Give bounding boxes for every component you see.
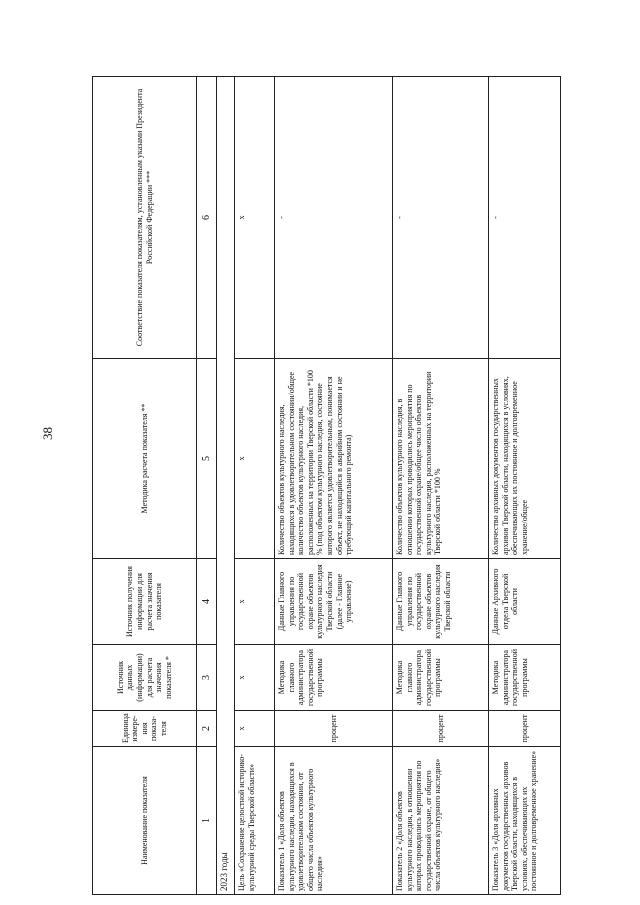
header-cell-name: Наименование показателя xyxy=(93,747,197,895)
indicator-source: Методика администратора государственной программы xyxy=(489,645,561,711)
goal-unit: х xyxy=(235,711,275,747)
header-cell-unit: Единица измере-ния показа-теля xyxy=(93,711,197,747)
goal-name: Цель «Сохранение целостной историко-культурной среды Тверской области» xyxy=(235,747,275,895)
indicator-unit: процент xyxy=(393,711,489,747)
goal-method: х xyxy=(235,359,275,559)
rotated-table-wrapper xyxy=(92,77,560,895)
indicator-method: Количество архивных документов государственных архивов Тверской области, находящихся в условиях, обеспечивающих их постоянное и долговременное хранение/общее xyxy=(489,359,561,559)
column-number: 4 xyxy=(197,559,217,645)
indicator-decree: - xyxy=(393,77,489,359)
column-number: 6 xyxy=(197,77,217,359)
indicator-decree: - xyxy=(275,77,393,359)
goal-origin: х xyxy=(235,559,275,645)
indicator-decree: - xyxy=(489,77,561,359)
column-number: 5 xyxy=(197,359,217,559)
indicator-method: Количество объектов культурного наследия, находящихся в удовлетворительном состоянии/общее количество объектов культурного наследия, расположенных на территории Тверской области *100 % (под объектом культурного наследия, состояние которого является удовлетворительным, понимается объект, не находящийся в аварийном состоянии и не требующий капитального ремонта) xyxy=(275,359,393,559)
indicator-origin: Данные Главного управления по государственной охране объектов культурного наследия Тверской области (далее - Главное управление) xyxy=(275,559,393,645)
indicator-name: Показатель 3 «Доля архивных документов государственных архивов Тверской области, находящихся в условиях, обеспечивающих их постоянное и долговременное хранение» xyxy=(489,747,561,895)
header-cell-origin: Источник получения информации для расчета значения показателя xyxy=(93,559,197,645)
page-number: 38 xyxy=(40,427,55,440)
indicator-unit: процент xyxy=(489,711,561,747)
column-number: 2 xyxy=(197,711,217,747)
indicator-name: Показатель 2 «Доля объектов культурного наследия, в отношении которых проводились мероприятия по государственной охране, от общего числа объектов культурного наследия» xyxy=(393,747,489,895)
header-cell-source: Источник данных (информации) для расчета значения показателя * xyxy=(93,645,197,711)
column-number: 1 xyxy=(197,747,217,895)
indicator-name: Показатель 1 «Доля объектов культурного наследия, находящихся в удовлетворительном состоянии, от общего числа объектов культурного наследия» xyxy=(275,747,393,895)
header-cell-method: Методика расчета показателя ** xyxy=(93,359,197,559)
indicator-origin: Данные Архивного отдела Тверской области xyxy=(489,559,561,645)
indicator-origin: Данные Главного управления по государственной охране объектов культурного наследия Тверской области xyxy=(393,559,489,645)
indicator-table xyxy=(92,76,561,895)
header-cell-decree: Соответствие показателя показателям, установленным указами Президента Российской Федерации *** xyxy=(93,77,197,359)
indicator-method: Количество объектов культурного наследия, в отношении которых проводились мероприятия по государственной охране/общее число объектов культурного наследия, расположенных на территории Тверской области *100 % xyxy=(393,359,489,559)
column-number: 3 xyxy=(197,645,217,711)
indicator-source: Методика главного администратора государственной программы xyxy=(393,645,489,711)
goal-source: х xyxy=(235,645,275,711)
goal-decree: х xyxy=(235,77,275,359)
indicator-source: Методика главного администратора государственной программы xyxy=(275,645,393,711)
year-row: 2023 годы xyxy=(217,77,235,895)
indicator-unit: процент xyxy=(275,711,393,747)
